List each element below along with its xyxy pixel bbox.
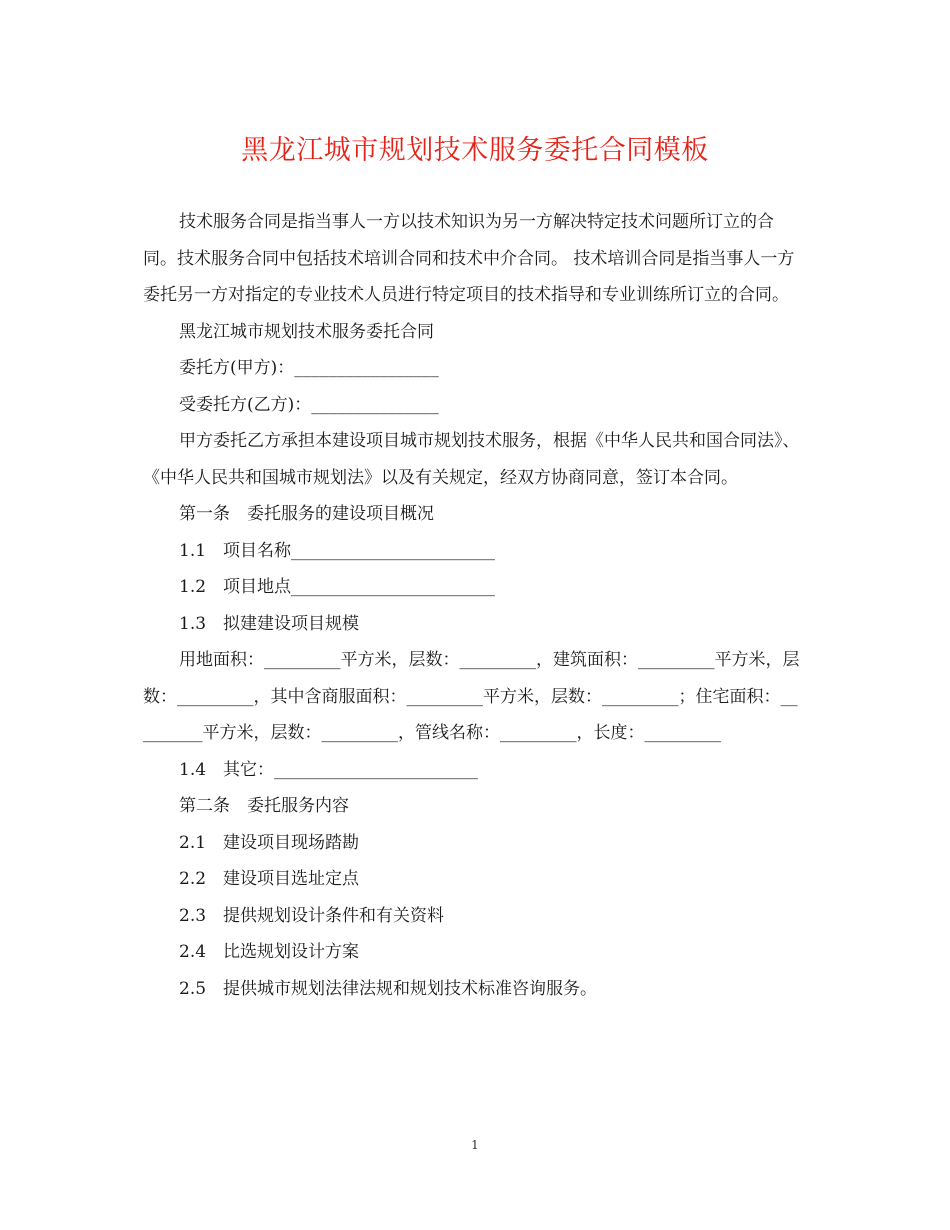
article-1-heading: 第一条 委托服务的建设项目概况 bbox=[179, 504, 434, 524]
contract-subtitle: 黑龙江城市规划技术服务委托合同 bbox=[179, 321, 434, 342]
item-2-2: 2.2 建设项目选址定点 bbox=[179, 869, 360, 889]
party-a-line: 委托方(甲方)：_________________ bbox=[179, 358, 439, 378]
scale-details-paragraph: 用地面积：_________平方米，层数：_________，建筑面积：_________平方米，层数：_________，其中含商服面积：_________平方米，层数：_________；住宅面积：_________平方米，层数：_________，管线名称：_________，长度：_________ bbox=[143, 650, 800, 743]
document-title: 黑龙江城市规划技术服务委托合同模板 bbox=[241, 135, 709, 166]
item-1-2: 1.2 项目地点________________________ bbox=[179, 577, 496, 597]
article-2-heading: 第二条 委托服务内容 bbox=[179, 796, 349, 816]
item-1-3: 1.3 拟建建设项目规模 bbox=[179, 613, 360, 634]
preamble-paragraph: 甲方委托乙方承担本建设项目城市规划技术服务，根据《中华人民共和国合同法》、《中华人民共和国城市规划法》以及有关规定，经双方协商同意，签订本合同。 bbox=[143, 431, 800, 488]
item-2-3: 2.3 提供规划设计条件和有关资料 bbox=[179, 905, 445, 926]
item-2-4: 2.4 比选规划设计方案 bbox=[179, 942, 360, 962]
item-1-1: 1.1 项目名称________________________ bbox=[179, 540, 496, 561]
party-b-line: 受委托方(乙方)：_______________ bbox=[179, 394, 439, 415]
document-body bbox=[143, 204, 805, 1007]
item-1-4: 1.4 其它：________________________ bbox=[179, 759, 479, 780]
intro-paragraph: 技术服务合同是指当事人一方以技术知识为另一方解决特定技术问题所订立的合同。技术服务合同中包括技术培训合同和技术中介合同。 技术培训合同是指当事人一方委托另一方对指定的专业技术人员进行特定项目的技术指导和专业训练所订立的合同。 bbox=[143, 212, 795, 305]
item-2-5: 2.5 提供城市规划法律法规和规划技术标准咨询服务。 bbox=[179, 978, 598, 999]
page-number: 1 bbox=[471, 1138, 479, 1152]
item-2-1: 2.1 建设项目现场踏勘 bbox=[179, 832, 360, 853]
